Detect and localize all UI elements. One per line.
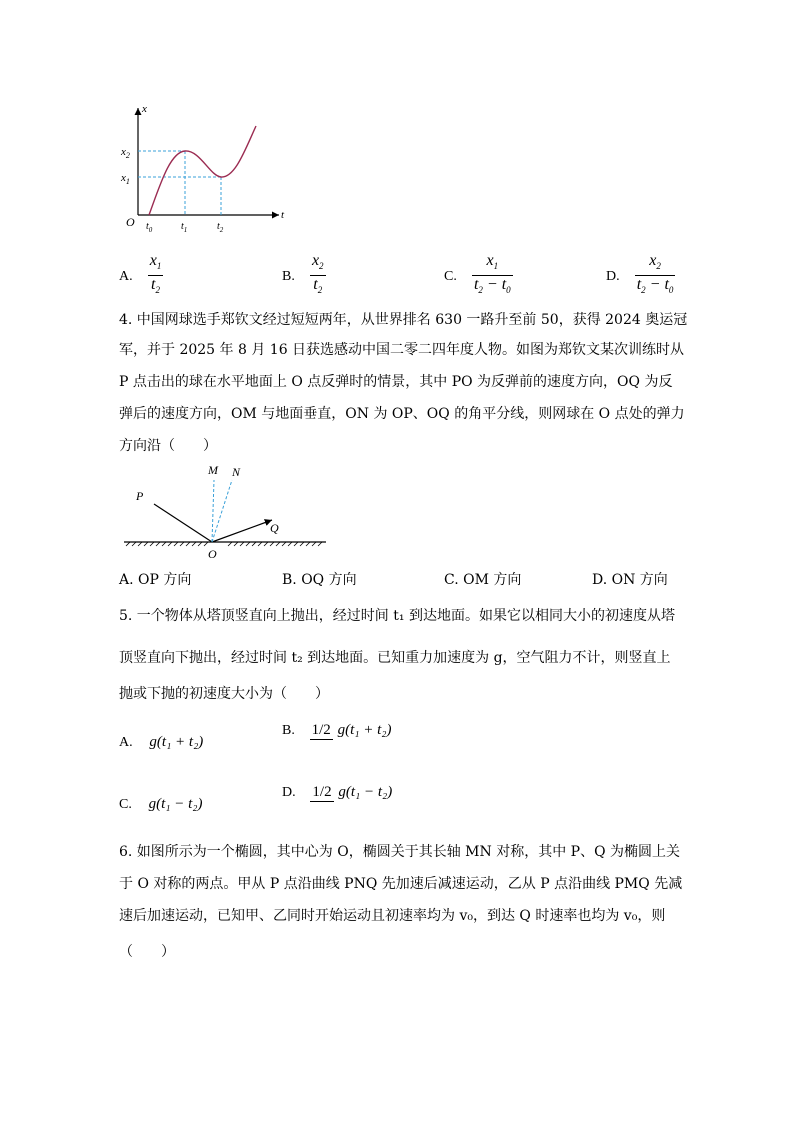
q4-option-a[interactable]: A. OP 方向 <box>119 572 192 588</box>
svg-text:Q: Q <box>270 521 279 535</box>
origin-label: O <box>126 215 135 229</box>
svg-text:t0: $t_0$ <box>146 221 153 234</box>
q4-option-d[interactable]: D. ON 方向 <box>592 572 668 588</box>
q5-line-1: 5. 一个物体从塔顶竖直向上抛出，经过时间 t₁ 到达地面。如果它以相同大小的初速度从塔 <box>119 608 675 624</box>
q3-option-b[interactable]: B. $\frac{x_2}{t_2}$ <box>282 252 324 296</box>
xt-graph <box>115 100 295 235</box>
q3-option-d[interactable]: D. $\frac{x_2}{t_2 - t_0}$ <box>606 252 674 296</box>
po-line <box>154 504 212 542</box>
q4-line-2: 军，并于 2025 年 8 月 16 日获选感动中国二零二四年度人物。如图为郑钦文某次训练时从 <box>119 342 685 358</box>
q4-line-5: 方向沿（ ） <box>119 438 217 454</box>
oq-arrow <box>212 520 272 542</box>
q4-option-b[interactable]: B. OQ 方向 <box>282 572 357 588</box>
q4-option-c[interactable]: C. OM 方向 <box>444 572 522 588</box>
q6-line-2: 于 O 对称的两点。甲从 P 点沿曲线 PNQ 先加速后减速运动，乙从 P 点沿曲线 PMQ 先减 <box>119 876 683 892</box>
q4-line-1: 4. 中国网球选手郑钦文经过短短两年，从世界排名 630 一路升至前 50，获得 2024 奥运冠 <box>119 312 688 328</box>
svg-text:M: M <box>208 463 218 477</box>
on-line <box>212 480 232 542</box>
q3-option-a[interactable]: A. $\frac{x_1}{t_2}$ <box>119 252 162 296</box>
axis-x-label: x <box>142 103 147 115</box>
q5-option-a[interactable]: A. g(t₁ + t₂) <box>119 734 204 750</box>
svg-text:O: O <box>208 547 217 560</box>
q5-option-d[interactable]: D. 1/2 g(t₁ − t₂) <box>282 783 393 800</box>
q6-line-4: （ ） <box>119 944 175 960</box>
q5-option-b[interactable]: B. 1/2 g(t₁ + t₂) <box>282 721 392 738</box>
q4-line-4: 弹后的速度方向，OM 与地面垂直，ON 为 OP、OQ 的角平分线，则网球在 O 点处的弹力 <box>119 406 685 422</box>
q3-option-c[interactable]: C. $\frac{x_1}{t_2 - t_0}$ <box>444 252 511 296</box>
om-line <box>212 480 214 542</box>
q4-line-3: P 点击出的球在水平地面上 O 点反弹时的情景，其中 PO 为反弹前的速度方向，OQ 为反 <box>119 374 673 390</box>
svg-text:P: P <box>136 489 144 503</box>
bounce-figure <box>118 460 338 560</box>
svg-text:x2: $x_2$ <box>121 146 130 160</box>
svg-text:x1: $x_1$ <box>121 172 130 186</box>
svg-text:t2: $t_2$ <box>217 221 224 234</box>
q5-line-3: 抛或下抛的初速度大小为（ ） <box>119 686 329 702</box>
svg-text:t1: $t_1$ <box>181 221 188 234</box>
xt-curve <box>149 126 256 215</box>
axis-t-label: t <box>281 209 285 221</box>
q6-line-1: 6. 如图所示为一个椭圆，其中心为 O，椭圆关于其长轴 MN 对称，其中 P、Q 为椭圆上关 <box>119 844 681 860</box>
q6-line-3: 速后加速运动，已知甲、乙同时开始运动且初速率均为 v₀，到达 Q 时速率也均为 v₀，则 <box>119 908 666 924</box>
q5-line-2: 顶竖直向下抛出，经过时间 t₂ 到达地面。已知重力加速度为 g，空气阻力不计，则竖直上 <box>119 650 671 666</box>
q5-option-c[interactable]: C. g(t₁ − t₂) <box>119 796 203 812</box>
svg-text:N: N <box>232 465 241 479</box>
